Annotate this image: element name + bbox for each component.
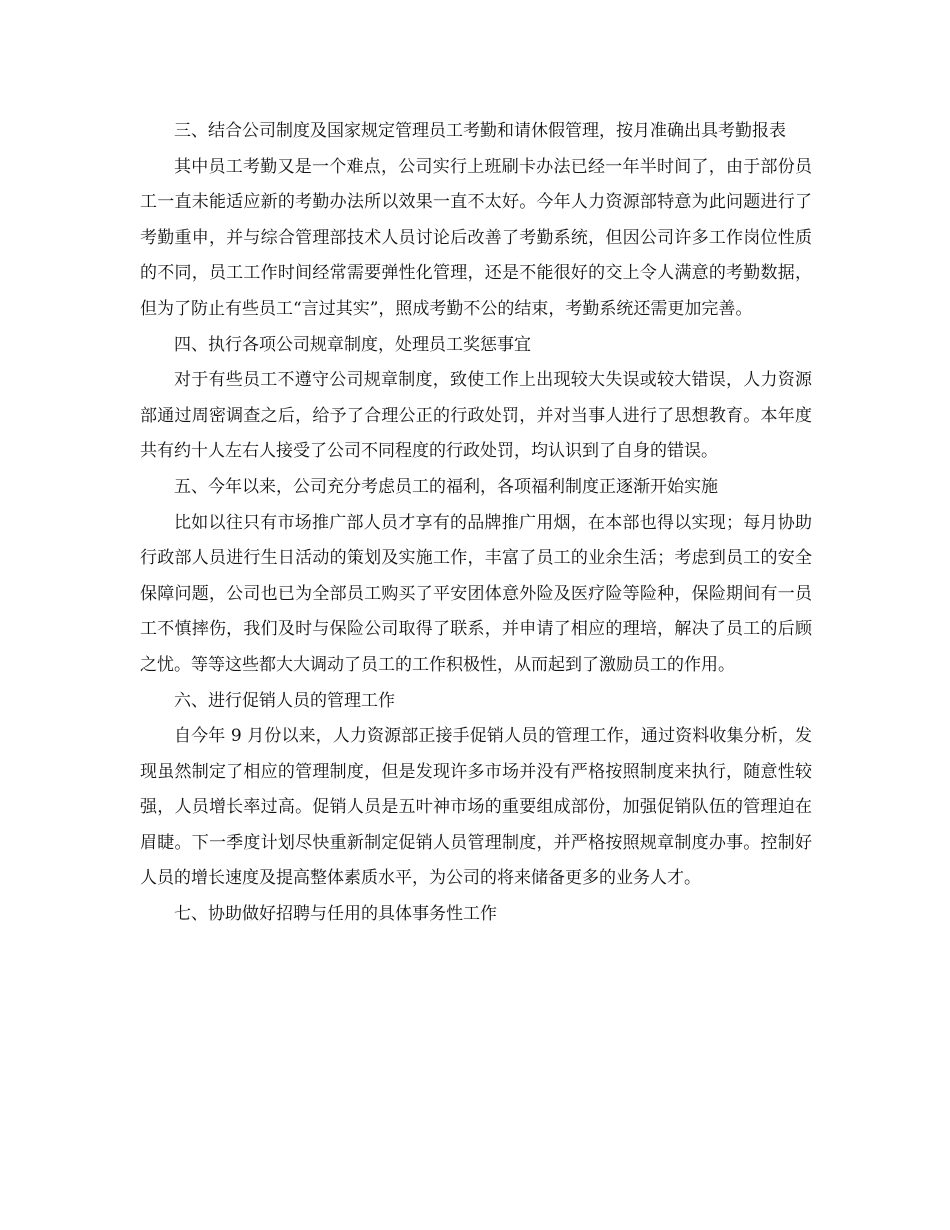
paragraph-attendance: 其中员工考勤又是一个难点，公司实行上班刷卡办法已经一年半时间了，由于部份员工一直未能适应新的考勤办法所以效果一直不太好。今年人力资源部特意为此问题进行了考勤重申，并与综合管理部技术人员讨论后改善了考勤系统，但因公司许多工作岗位性质的不同，员工工作时间经常需要弹性化管理，还是不能很好的交上令人满意的考勤数据，但为了防止有些员工“言过其实”，照成考勤不公的结束，考勤系统还需更加完善。 bbox=[140, 156, 812, 319]
section-heading-rules: 四、执行各项公司规章制度，处理员工奖惩事宜 bbox=[174, 334, 531, 355]
section-heading-welfare: 五、今年以来，公司充分考虑员工的福利，各项福利制度正逐渐开始实施 bbox=[174, 476, 718, 497]
section-heading-promoters: 六、进行促销人员的管理工作 bbox=[174, 690, 395, 711]
document-body bbox=[140, 114, 812, 933]
paragraph-welfare: 比如以往只有市场推广部人员才享有的品牌推广用烟，在本部也得以实现；每月协助行政部人员进行生日活动的策划及实施工作，丰富了员工的业余生活；考虑到员工的安全保障问题，公司也已为全部员工购买了平安团体意外险及医疗险等险种，保险期间有一员工不慎摔伤，我们及时与保险公司取得了联系，并申请了相应的理培，解决了员工的后顾之忧。等等这些都大大调动了员工的工作积极性，从而起到了激励员工的作用。 bbox=[140, 512, 812, 675]
paragraph-rules: 对于有些员工不遵守公司规章制度，致使工作上出现较大失误或较大错误，人力资源部通过周密调查之后，给予了合理公正的行政处罚，并对当事人进行了思想教育。本年度共有约十人左右人接受了公司不同程度的行政处罚，均认识到了自身的错误。 bbox=[140, 370, 812, 462]
paragraph-promoters: 自今年 9 月份以来，人力资源部正接手促销人员的管理工作，通过资料收集分析，发现虽然制定了相应的管理制度，但是发现许多市场并没有严格按照制度来执行，随意性较强，人员增长率过高。促销人员是五叶神市场的重要组成部份，加强促销队伍的管理迫在眉睫。下一季度计划尽快重新制定促销人员管理制度，并严格按照规章制度办事。控制好人员的增长速度及提高整体素质水平，为公司的将来储备更多的业务人才。 bbox=[140, 726, 812, 889]
section-heading-recruitment: 七、协助做好招聘与任用的具体事务性工作 bbox=[174, 904, 497, 925]
section-heading-attendance: 三、结合公司制度及国家规定管理员工考勤和请休假管理，按月准确出具考勤报表 bbox=[174, 121, 786, 141]
